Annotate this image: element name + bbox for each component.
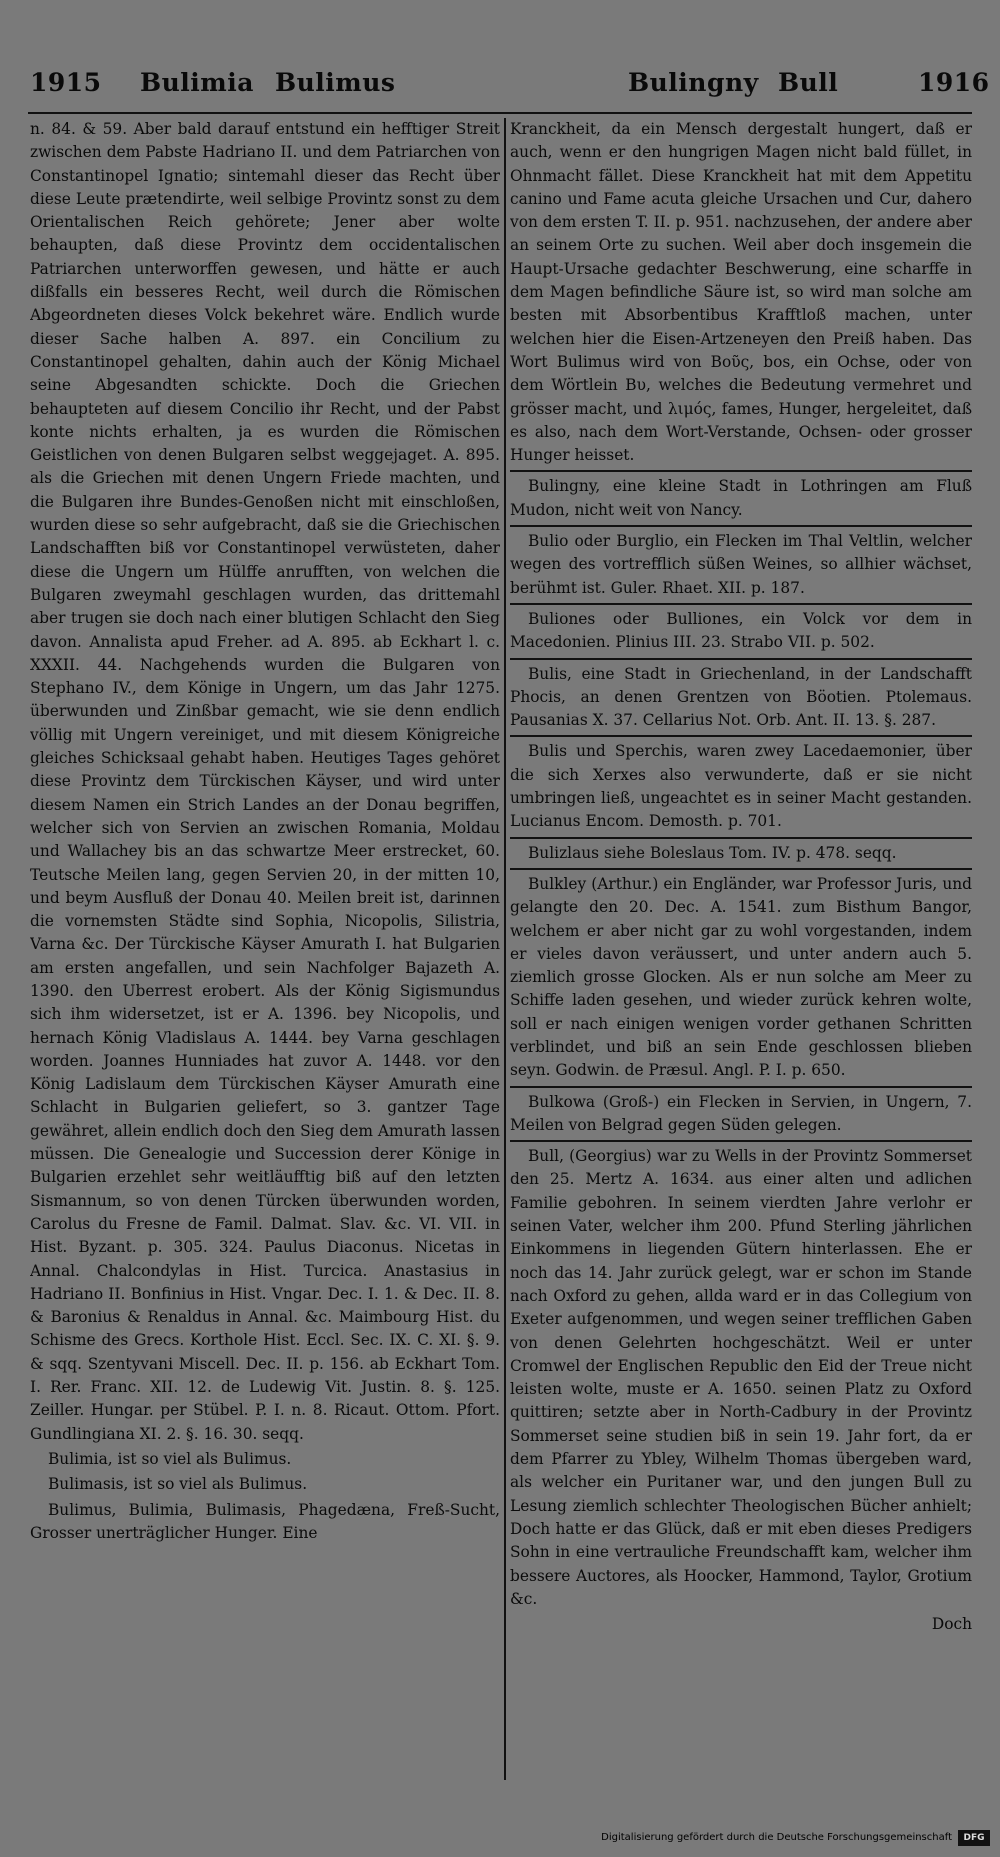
entry-divider bbox=[510, 658, 972, 660]
entry-divider bbox=[510, 1086, 972, 1088]
entry-divider bbox=[510, 837, 972, 839]
header-keyword-right-2: Bull bbox=[778, 68, 839, 97]
running-header bbox=[0, 68, 1000, 114]
entry-bull: Bull, (Georgius) war zu Wells in der Provintz Sommerset den 25. Mertz A. 1634. aus einer alten und adlichen Familie gebohren. In seinem vierdten Jahre verlohr er seinen Vater, welcher ihm 200. Pfund Sterling jährlichen Einkommens in liegenden Gütern hinterlassen. Ehe er noch das 14. Jahr zurück gelegt, war er schon im Stande nach Oxford zu gehen, allda ward er in das Collegium von Exeter aufgenommen, und wegen seiner trefflichen Gaben von denen Gelehrten hochgeschätzt. Weil er unter Cromwel der Englischen Republic den Eid der Treue nicht leisten wolte, muste er A. 1650. seinen Platz zu Oxford quittiren; setzte aber in North-Cadbury in der Provintz Sommerset seine studien biß in sein 19. Jahr fort, da er dem Pfarrer zu Ybley, Wilhelm Thomas übergeben ward, als welcher ein Puritaner war, und den jungen Bull zu Lesung ziemlich schlechter Theologischen Bücher anhielt; Doch hatte er das Glück, daß er mit eben dieses Predigers Sohn in eine vertrauliche Freundschafft kam, welcher ihm bessere Auctores, als Hoocker, Hammond, Taylor, Grotium &c. bbox=[510, 1147, 972, 1608]
entry-divider bbox=[510, 1140, 972, 1142]
entry-bulingny: Bulingny, eine kleine Stadt in Lothringen am Fluß Mudon, nicht weit von Nancy. bbox=[510, 477, 972, 519]
dfg-logo-icon: DFG bbox=[958, 1830, 990, 1846]
entry-bulis: Bulis, eine Stadt in Griechenland, in der Landschafft Phocis, an denen Grentzen von Böotien. Ptolemaus. Pausanias X. 37. Cellarius Not. Orb. Ant. II. 13. §. 287. bbox=[510, 664, 972, 730]
entry-divider bbox=[510, 735, 972, 737]
entry-bulimus-continued: Kranckheit, da ein Mensch dergestalt hungert, daß er auch, wenn er den hungrigen Magen nicht bald füllet, in Ohnmacht fället. Diese Kranckheit hat mit dem Appetitu canino und Fame acuta gleiche Ursachen und Cur, dahero von dem ersten T. II. p. 951. nachzusehen, der andere aber an seinem Orte zu suchen. Weil aber doch insgemein die Haupt-Ursache gedachter Beschwerung, eine scharffe in dem Magen befindliche Säure ist, so wird man solche am besten mit Absorbentibus Krafftloß machen, unter welchen hier die Eisen-Artzeneyen den Preiß haben. Das Wort Bulimus wird von Βοῦς, bos, ein Ochse, oder von dem Wörtlein Βυ, welches die Bedeutung vermehret und grösser macht, und λιμός, fames, Hunger, hergeleitet, daß es also, nach dem Wort-Verstande, Ochsen- oder grosser Hunger heisset. bbox=[510, 120, 972, 465]
header-keyword-right-1: Bulingny bbox=[628, 68, 759, 97]
footer bbox=[0, 1830, 1000, 1852]
entry-bulizlaus: Bulizlaus siehe Boleslaus Tom. IV. p. 478. seqq. bbox=[528, 843, 897, 862]
header-keyword-left-1: Bulimia bbox=[140, 68, 254, 97]
entry-divider bbox=[510, 603, 972, 605]
left-column bbox=[30, 118, 500, 1780]
catchword: Doch bbox=[931, 1615, 972, 1634]
entry-bulimia: Bulimia, ist so viel als Bulimus. bbox=[48, 1449, 292, 1468]
entry-bulkowa: Bulkowa (Groß-) ein Flecken in Servien, in Ungern, 7. Meilen von Belgrad gegen Süden gelegen. bbox=[510, 1092, 972, 1134]
page-number-right: 1916 bbox=[918, 68, 990, 97]
entry-divider bbox=[510, 470, 972, 472]
entry-divider bbox=[510, 525, 972, 527]
entry-divider bbox=[510, 868, 972, 870]
entry-bulgaria-continued: n. 84. & 59. Aber bald darauf entstund ein hefftiger Streit zwischen dem Pabste Hadriano II. und dem Patriarchen von Constantinopel Ignatio; sintemahl dieser das Recht über diese Leute prætendirte, weil selbige Provintz sonst zu dem Orientalischen Reich gehörete; Jener aber wolte behaupten, daß diese Provintz dem occidentalischen Patriarchen unterworffen gewesen, und hätte er auch dißfalls ein besseres Recht, weil durch die Römischen Abgeordneten dieses Volck bekehret wäre. Endlich wurde dieser Sache halben A. 897. ein Concilium zu Constantinopel gehalten, dahin auch der König Michael seine Abgesandten schickte. Doch die Griechen behaupteten auf diesem Concilio ihr Recht, und der Pabst konte nichts erhalten, ja es wurden die Römischen Geistlichen von denen Bulgaren selbst weggejaget. A. 895. als die Griechen mit denen Ungern Friede machten, und die Bulgaren ihre Bundes-Genoßen nicht mit einschloßen, wurden diese so sehr aufgebracht, daß sie die Griechischen Landschafften biß vor Constantinopel verwüsteten, daher diese die Ungern um Hülffe anrufften, von welchen die Bulgaren zweymahl geschlagen wurden, das drittemahl aber trugen sie doch nach einer blutigen Schlacht den Sieg davon. Annalista apud Freher. ad A. 895. ab Eckhart l. c. XXXII. 44. Nachgehends wurden die Bulgaren von Stephano IV., dem Könige in Ungern, um das Jahr 1275. überwunden und Zinßbar gemacht, wie sie denn endlich völlig mit Ungern vereiniget, und mit diesem Königreiche gleiches Schicksaal gehabt haben. Heutiges Tages gehöret diese Provintz dem Türckischen Käyser, und wird unter diesem Namen ein Strich Landes an der Donau begriffen, welcher sich von Servien an zwischen Romania, Moldau und Wallachey bis an das schwartze Meer erstrecket, 60. Teutsche Meilen lang, gegen Servien 20, in der mitten 10, und beym Ausfluß der Donau 40. Meilen breit ist, darinnen die vornemsten Städte sind Sophia, Nicopolis, Silistria, Varna &c. Der Türckische Käyser Amurath I. hat Bulgarien am ersten angefallen, und sein Nachfolger Bajazeth A. 1390. den Uberrest erobert. Als der König Sigismundus sich ihm widersetzet, ist er A. 1396. bey Nicopolis, und hernach König Vladislaus A. 1444. bey Varna geschlagen worden. Joannes Hunniades hat zuvor A. 1448. vor den König Ladislaum dem Türckischen Käyser Amurath eine Schlacht in Bulgarien geliefert, so 3. gantzer Tage gewähret, allein endlich doch den Sieg dem Amurath lassen müssen. Die Genealogie und Succession derer Könige in Bulgarien erzehlet sehr weitläufftig biß auf den letzten Sismannum, so von denen Türcken überwunden worden, Carolus du Fresne de Famil. Dalmat. Slav. &c. VI. VII. in Hist. Byzant. p. 305. 324. Paulus Diaconus. Nicetas in Annal. Chalcondylas in Hist. Turcica. Anastasius in Hadriano II. Bonfinius in Hist. Vngar. Dec. I. 1. & Dec. II. 8. & Baronius & Renaldus in Annal. &c. Maimbourg Hist. du Schisme des Grecs. Korthole Hist. Eccl. Sec. IX. C. XI. §. 9. & sqq. Szentyvani Miscell. Dec. II. p. 156. ab Eckhart Tom. I. Rer. Franc. XII. 12. de Ludewig Vit. Justin. 8. §. 125. Zeiller. Hungar. per Stübel. P. I. n. 8. Ricaut. Ottom. Pfort. Gundlingiana XI. 2. §. 16. 30. seqq. bbox=[30, 120, 500, 1443]
entry-bulio: Bulio oder Burglio, ein Flecken im Thal Veltlin, welcher wegen des vortrefflich süßen Weines, so allhier wächset, berühmt ist. Guler. Rhaet. XII. p. 187. bbox=[510, 532, 972, 597]
header-keyword-left-2: Bulimus bbox=[275, 68, 396, 97]
right-column bbox=[510, 118, 972, 1780]
entry-bulimasis: Bulimasis, ist so viel als Bulimus. bbox=[48, 1475, 308, 1494]
footer-credit: Digitalisierung gefördert durch die Deutsche Forschungsgemeinschaft bbox=[601, 1832, 952, 1843]
entry-bulkley: Bulkley (Arthur.) ein Engländer, war Professor Juris, und gelangte den 20. Dec. A. 1541. zum Bisthum Bangor, welchem er aber nicht gar zu wohl vorgestanden, indem er vieles davon veräussert, und unter andern auch 5. ziemlich grosse Glocken. Als er nun solche am Meer zu Schiffe laden gesehen, und wieder zurück kehren wolte, soll er nach einigen wenigen vorder gethanen Schritten verblindet, und biß an sein Ende geschlossen blieben seyn. Godwin. de Præsul. Angl. P. I. p. 650. bbox=[510, 874, 972, 1080]
entry-bulimus: Bulimus, Bulimia, Bulimasis, Phagedæna, Freß-Sucht, Grosser unerträglicher Hunger. Eine bbox=[30, 1500, 500, 1542]
page-number-left: 1915 bbox=[30, 68, 102, 97]
entry-buliones: Buliones oder Bulliones, ein Volck vor dem in Macedonien. Plinius III. 23. Strabo VII. p. 502. bbox=[510, 609, 972, 652]
entry-bulis-sperchis: Bulis und Sperchis, waren zwey Lacedaemonier, über die sich Xerxes also verwunderte, daß er sie nicht umbringen ließ, ungeachtet es in seiner Macht gestanden. Lucianus Encom. Demosth. p. 701. bbox=[510, 742, 972, 831]
header-rule bbox=[28, 112, 972, 114]
column-separator bbox=[504, 118, 506, 1780]
